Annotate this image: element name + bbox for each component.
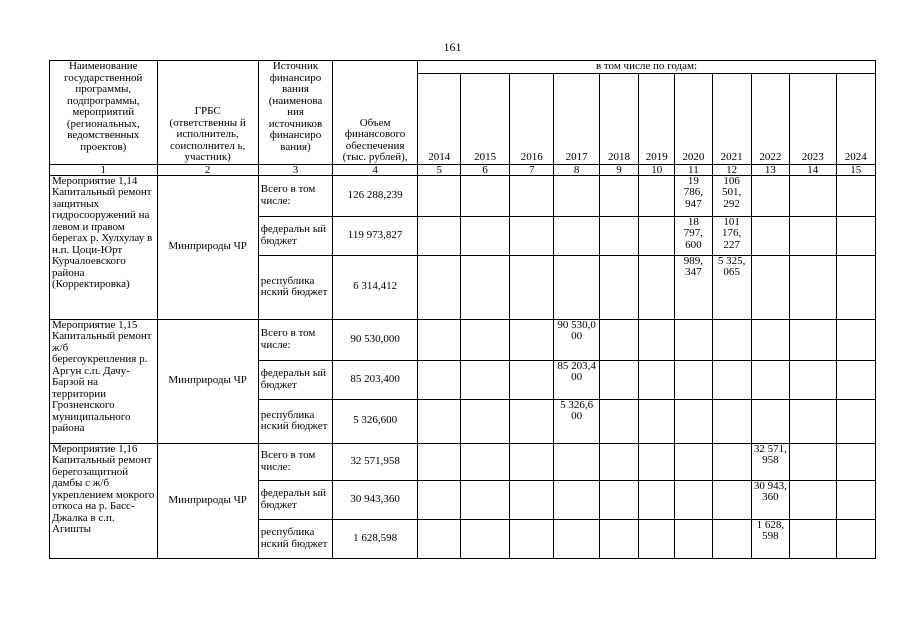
activity-name: Мероприятие 1,14 Капитальный ремонт защитных гидросооружений на левом и правом берегах р. Хулхулау в н.п. Цоци-Юрт Курчалоевского района (Корректировка) [50,175,158,319]
funding-volume: 1 628,598 [333,519,418,558]
year-value-2021 [712,519,751,558]
year-value-2017 [554,443,599,480]
year-value-2016 [509,519,553,558]
year-value-2016 [509,480,553,519]
year-value-2024 [836,216,875,255]
year-value-2018 [599,360,638,399]
year-value-2023 [790,175,837,216]
header-year-2018: 2018 [599,73,638,164]
column-number: 2 [157,164,258,175]
year-value-2015 [461,319,510,360]
column-number: 14 [790,164,837,175]
funding-source: Всего в том числе: [258,443,332,480]
year-value-2017 [554,480,599,519]
activity-grbs: Минприроды ЧР [157,443,258,558]
column-number: 9 [599,164,638,175]
year-value-2018 [599,216,638,255]
table-row [50,175,876,216]
year-value-2019 [639,255,675,319]
year-value-2021 [712,360,751,399]
year-value-2023 [790,319,837,360]
header-year-2016: 2016 [509,73,553,164]
year-value-2023 [790,399,837,443]
header-year-2021: 2021 [712,73,751,164]
year-value-2021 [712,319,751,360]
year-value-2014 [417,519,460,558]
year-value-2024 [836,519,875,558]
header-name: Наименование государственной программы, подпрограммы, мероприятий (региональных, ведомственных проектов) [50,61,158,165]
year-value-2015 [461,255,510,319]
year-value-2022: 32 571, 958 [751,443,789,480]
year-value-2014 [417,216,460,255]
year-value-2021 [712,443,751,480]
column-number: 11 [675,164,712,175]
header-volume: Объем финансового обеспечения (тыс. рублей), [333,61,418,165]
header-year-2024: 2024 [836,73,875,164]
year-value-2024 [836,175,875,216]
year-value-2015 [461,216,510,255]
year-value-2016 [509,443,553,480]
year-value-2020 [675,519,712,558]
activity-grbs: Минприроды ЧР [157,319,258,443]
year-value-2015 [461,360,510,399]
year-value-2020 [675,319,712,360]
column-number: 13 [751,164,789,175]
funding-source: республика нский бюджет [258,399,332,443]
year-value-2021 [712,480,751,519]
funding-source: федеральн ый бюджет [258,360,332,399]
year-value-2018 [599,480,638,519]
year-value-2014 [417,175,460,216]
year-value-2019 [639,519,675,558]
year-value-2024 [836,399,875,443]
column-number: 12 [712,164,751,175]
header-year-2023: 2023 [790,73,837,164]
year-value-2014 [417,319,460,360]
year-value-2016 [509,399,553,443]
funding-volume: 30 943,360 [333,480,418,519]
year-value-2015 [461,399,510,443]
column-number: 1 [50,164,158,175]
year-value-2023 [790,443,837,480]
year-value-2016 [509,255,553,319]
year-value-2024 [836,360,875,399]
year-value-2017 [554,519,599,558]
year-value-2023 [790,216,837,255]
header-year-2014: 2014 [417,73,460,164]
page-number: 161 [443,40,462,54]
year-value-2024 [836,319,875,360]
year-value-2015 [461,175,510,216]
year-value-2019 [639,319,675,360]
year-value-2020 [675,360,712,399]
header-source: Источник финансиро вания (наименова ния источников финансиро вания) [258,61,332,165]
funding-volume: 85 203,400 [333,360,418,399]
year-value-2014 [417,399,460,443]
year-value-2020: 18 797, 600 [675,216,712,255]
header-year-2015: 2015 [461,73,510,164]
year-value-2021 [712,399,751,443]
year-value-2017 [554,255,599,319]
year-value-2020 [675,443,712,480]
year-value-2020: 19 786, 947 [675,175,712,216]
year-value-2017: 90 530,0 00 [554,319,599,360]
year-value-2018 [599,175,638,216]
header-year-2017: 2017 [554,73,599,164]
year-value-2019 [639,360,675,399]
year-value-2016 [509,319,553,360]
year-value-2020: 989, 347 [675,255,712,319]
year-value-2014 [417,443,460,480]
year-value-2022 [751,319,789,360]
header-year-2022: 2022 [751,73,789,164]
year-value-2019 [639,399,675,443]
year-value-2018 [599,399,638,443]
year-value-2024 [836,480,875,519]
column-number: 7 [509,164,553,175]
year-value-2017: 5 326,6 00 [554,399,599,443]
year-value-2021: 106 501, 292 [712,175,751,216]
activity-name: Мероприятие 1,15 Капитальный ремонт ж/б берегоукрепления р. Аргун с.п. Дачу-Барзой на территории Грозненского муниципального района [50,319,158,443]
funding-volume: 119 973,827 [333,216,418,255]
activity-name: Мероприятие 1,16 Капитальный ремонт берегозащитной дамбы с ж/б укреплением мокрого откоса на р. Басс-Джалка в с.п. Агишты [50,443,158,558]
funding-source: республика нский бюджет [258,519,332,558]
year-value-2022 [751,360,789,399]
year-value-2017: 85 203,4 00 [554,360,599,399]
year-value-2014 [417,255,460,319]
year-value-2019 [639,216,675,255]
year-value-2014 [417,480,460,519]
funding-source: Всего в том числе: [258,319,332,360]
year-value-2021: 101 176, 227 [712,216,751,255]
header-year-2019: 2019 [639,73,675,164]
year-value-2022 [751,399,789,443]
year-value-2023 [790,255,837,319]
year-value-2023 [790,360,837,399]
year-value-2017 [554,175,599,216]
financing-table [49,60,876,559]
year-value-2019 [639,443,675,480]
year-value-2019 [639,175,675,216]
funding-volume: 126 288,239 [333,175,418,216]
column-number: 3 [258,164,332,175]
year-value-2022 [751,175,789,216]
year-value-2018 [599,319,638,360]
year-value-2021: 5 325, 065 [712,255,751,319]
funding-source: Всего в том числе: [258,175,332,216]
column-number: 15 [836,164,875,175]
year-value-2023 [790,480,837,519]
funding-volume: 6 314,412 [333,255,418,319]
header-years-band: в том числе по годам: [417,61,875,74]
column-number: 4 [333,164,418,175]
table-row [50,319,876,360]
year-value-2015 [461,480,510,519]
year-value-2018 [599,443,638,480]
year-value-2023 [790,519,837,558]
year-value-2014 [417,360,460,399]
funding-source: федеральн ый бюджет [258,216,332,255]
year-value-2024 [836,443,875,480]
funding-volume: 5 326,600 [333,399,418,443]
header-grbs: ГРБС (ответственны й исполнитель, соисполнител ь, участник) [157,61,258,165]
year-value-2022: 30 943, 360 [751,480,789,519]
year-value-2024 [836,255,875,319]
year-value-2015 [461,443,510,480]
column-number: 10 [639,164,675,175]
header-year-2020: 2020 [675,73,712,164]
column-number: 8 [554,164,599,175]
funding-source: федеральн ый бюджет [258,480,332,519]
column-number: 6 [461,164,510,175]
year-value-2016 [509,216,553,255]
year-value-2022 [751,216,789,255]
year-value-2016 [509,175,553,216]
funding-source: республика нский бюджет [258,255,332,319]
year-value-2018 [599,519,638,558]
year-value-2020 [675,480,712,519]
column-number: 5 [417,164,460,175]
year-value-2018 [599,255,638,319]
year-value-2016 [509,360,553,399]
funding-volume: 90 530,000 [333,319,418,360]
year-value-2020 [675,399,712,443]
year-value-2019 [639,480,675,519]
year-value-2015 [461,519,510,558]
table-row [50,443,876,480]
year-value-2022: 1 628, 598 [751,519,789,558]
funding-volume: 32 571,958 [333,443,418,480]
year-value-2017 [554,216,599,255]
year-value-2022 [751,255,789,319]
activity-grbs: Минприроды ЧР [157,175,258,319]
